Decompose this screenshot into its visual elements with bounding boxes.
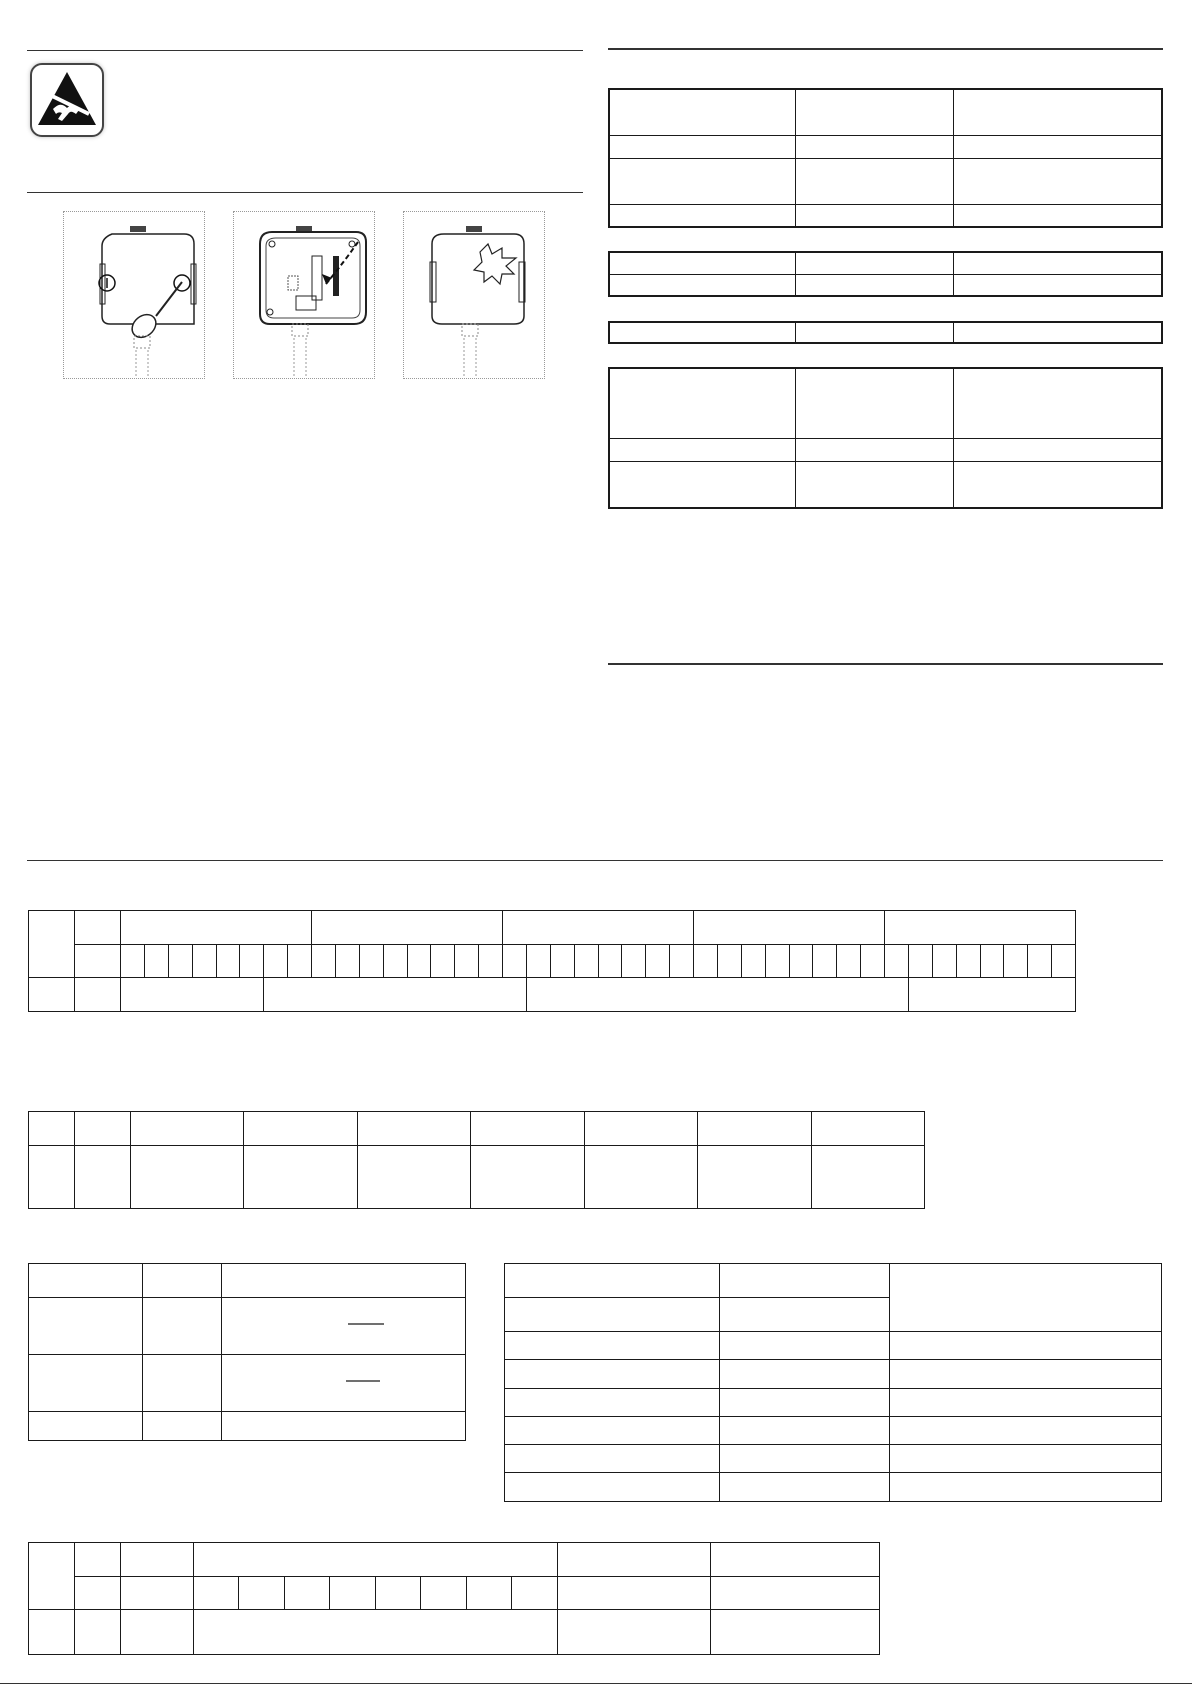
spec-table bbox=[608, 88, 1163, 228]
table-cell bbox=[335, 945, 359, 978]
table-cell bbox=[720, 1332, 890, 1360]
snap-close-icon bbox=[403, 211, 545, 379]
table-cell bbox=[168, 945, 192, 978]
table-cell bbox=[694, 911, 885, 945]
table-cell bbox=[609, 158, 795, 204]
table-cell bbox=[584, 1112, 697, 1146]
table-cell bbox=[121, 978, 264, 1012]
table-cell bbox=[609, 89, 795, 135]
table-cell bbox=[953, 322, 1162, 343]
table-cell bbox=[29, 1412, 143, 1441]
table-cell bbox=[711, 1610, 880, 1655]
table-cell bbox=[222, 1355, 466, 1412]
table-cell bbox=[467, 1577, 512, 1610]
table-cell bbox=[194, 1610, 558, 1655]
table-cell bbox=[741, 945, 765, 978]
table-cell bbox=[720, 1298, 890, 1332]
table-cell bbox=[953, 461, 1162, 508]
fraction-bar bbox=[222, 1355, 465, 1406]
table-cell bbox=[144, 945, 168, 978]
table-cell bbox=[357, 1112, 470, 1146]
table-cell bbox=[75, 911, 121, 945]
table-cell bbox=[121, 1577, 194, 1610]
table-cell bbox=[503, 911, 694, 945]
table-cell bbox=[622, 945, 646, 978]
table-cell bbox=[717, 945, 741, 978]
table-cell bbox=[890, 1472, 1162, 1501]
table-cell bbox=[885, 911, 1076, 945]
table-cell bbox=[376, 1577, 421, 1610]
bitmap-register-table bbox=[28, 1542, 880, 1655]
table-cell bbox=[890, 1444, 1162, 1472]
table-cell bbox=[953, 368, 1162, 438]
table-cell bbox=[244, 1112, 357, 1146]
table-cell bbox=[765, 945, 789, 978]
table-cell bbox=[505, 1444, 720, 1472]
table-cell bbox=[244, 1146, 357, 1209]
esd-warning-icon bbox=[30, 63, 104, 137]
table-cell bbox=[720, 1444, 890, 1472]
table-cell bbox=[890, 1388, 1162, 1416]
table-cell bbox=[550, 945, 574, 978]
table-cell bbox=[471, 1112, 584, 1146]
table-cell bbox=[698, 1146, 811, 1209]
table-cell bbox=[953, 135, 1162, 158]
table-cell bbox=[908, 978, 1075, 1012]
table-cell bbox=[312, 945, 336, 978]
table-cell bbox=[795, 252, 953, 274]
table-cell bbox=[694, 945, 718, 978]
table-cell bbox=[720, 1264, 890, 1298]
table-cell bbox=[75, 1112, 131, 1146]
table-cell bbox=[288, 945, 312, 978]
value-table bbox=[28, 1263, 466, 1441]
section-rule bbox=[27, 50, 583, 51]
table-cell bbox=[240, 945, 264, 978]
table-cell bbox=[670, 945, 694, 978]
table-cell bbox=[811, 1112, 924, 1146]
table-cell bbox=[1028, 945, 1052, 978]
table-cell bbox=[795, 135, 953, 158]
table-cell bbox=[29, 1298, 143, 1355]
table-cell bbox=[121, 1610, 194, 1655]
table-cell bbox=[953, 438, 1162, 461]
table-cell bbox=[795, 461, 953, 508]
table-cell bbox=[239, 1577, 285, 1610]
table-cell bbox=[646, 945, 670, 978]
table-cell bbox=[598, 945, 622, 978]
table-cell bbox=[29, 911, 75, 978]
table-cell bbox=[222, 1412, 466, 1441]
table-cell bbox=[75, 1146, 131, 1209]
table-cell bbox=[720, 1472, 890, 1501]
table-cell bbox=[1052, 945, 1076, 978]
table-cell bbox=[75, 978, 121, 1012]
table-cell bbox=[512, 1577, 558, 1610]
table-cell bbox=[698, 1112, 811, 1146]
table-cell bbox=[574, 945, 598, 978]
table-cell bbox=[558, 1543, 711, 1577]
table-cell bbox=[795, 322, 953, 343]
table-cell bbox=[505, 1298, 720, 1332]
table-cell bbox=[503, 945, 527, 978]
table-cell bbox=[75, 945, 121, 978]
section-rule bbox=[608, 48, 1163, 50]
data-row-table bbox=[28, 1111, 925, 1209]
table-cell bbox=[285, 1577, 330, 1610]
table-cell bbox=[471, 1146, 584, 1209]
section-rule bbox=[27, 860, 1163, 861]
table-cell bbox=[505, 1388, 720, 1416]
table-cell bbox=[505, 1472, 720, 1501]
table-cell bbox=[956, 945, 980, 978]
table-cell bbox=[121, 1543, 194, 1577]
fraction-bar bbox=[222, 1298, 465, 1349]
table-cell bbox=[143, 1412, 222, 1441]
table-cell bbox=[861, 945, 885, 978]
table-cell bbox=[526, 945, 550, 978]
table-cell bbox=[143, 1355, 222, 1412]
table-cell bbox=[357, 1146, 470, 1209]
table-cell bbox=[1004, 945, 1028, 978]
table-cell bbox=[953, 274, 1162, 296]
table-cell bbox=[609, 204, 795, 227]
table-cell bbox=[890, 1360, 1162, 1388]
table-cell bbox=[711, 1543, 880, 1577]
table-cell bbox=[837, 945, 861, 978]
table-cell bbox=[29, 1264, 143, 1298]
table-cell bbox=[421, 1577, 467, 1610]
table-cell bbox=[312, 911, 503, 945]
table-cell bbox=[795, 89, 953, 135]
bitmap-register-table bbox=[28, 910, 1076, 1012]
table-cell bbox=[953, 89, 1162, 135]
table-cell bbox=[131, 1146, 244, 1209]
table-cell bbox=[121, 945, 145, 978]
table-cell bbox=[558, 1610, 711, 1655]
table-cell bbox=[431, 945, 455, 978]
table-cell bbox=[609, 461, 795, 508]
table-cell bbox=[711, 1577, 880, 1610]
table-cell bbox=[795, 368, 953, 438]
table-cell bbox=[264, 978, 527, 1012]
table-cell bbox=[609, 368, 795, 438]
table-cell bbox=[29, 1146, 75, 1209]
table-cell bbox=[75, 1610, 121, 1655]
spec-table bbox=[608, 367, 1163, 509]
table-cell bbox=[720, 1388, 890, 1416]
table-cell bbox=[264, 945, 288, 978]
table-cell bbox=[143, 1298, 222, 1355]
table-cell bbox=[609, 438, 795, 461]
table-cell bbox=[953, 252, 1162, 274]
table-cell bbox=[29, 1543, 75, 1610]
table-cell bbox=[330, 1577, 376, 1610]
table-cell bbox=[29, 1112, 75, 1146]
table-cell bbox=[194, 1543, 558, 1577]
table-cell bbox=[795, 204, 953, 227]
table-cell bbox=[609, 322, 795, 343]
table-cell bbox=[890, 1332, 1162, 1360]
table-cell bbox=[953, 158, 1162, 204]
table-cell bbox=[455, 945, 479, 978]
spec-table bbox=[608, 251, 1163, 297]
table-cell bbox=[383, 945, 407, 978]
table-cell bbox=[795, 274, 953, 296]
table-cell bbox=[811, 1146, 924, 1209]
table-cell bbox=[29, 1610, 75, 1655]
table-cell bbox=[720, 1416, 890, 1444]
table-cell bbox=[505, 1264, 720, 1298]
table-cell bbox=[932, 945, 956, 978]
table-cell bbox=[192, 945, 216, 978]
table-cell bbox=[75, 1577, 121, 1610]
table-cell bbox=[795, 438, 953, 461]
table-cell bbox=[526, 978, 908, 1012]
value-table bbox=[504, 1263, 1162, 1502]
table-cell bbox=[29, 1355, 143, 1412]
table-cell bbox=[505, 1332, 720, 1360]
table-cell bbox=[890, 1264, 1162, 1332]
table-cell bbox=[609, 274, 795, 296]
table-cell bbox=[75, 1543, 121, 1577]
section-rule bbox=[608, 663, 1163, 665]
table-cell bbox=[29, 978, 75, 1012]
table-cell bbox=[216, 945, 240, 978]
open-cover-screwdriver-icon bbox=[63, 211, 205, 379]
table-cell bbox=[131, 1112, 244, 1146]
table-cell bbox=[609, 252, 795, 274]
table-cell bbox=[359, 945, 383, 978]
table-cell bbox=[558, 1577, 711, 1610]
table-cell bbox=[795, 158, 953, 204]
table-cell bbox=[908, 945, 932, 978]
table-cell bbox=[505, 1416, 720, 1444]
table-cell bbox=[222, 1264, 466, 1298]
spec-table bbox=[608, 321, 1163, 344]
table-cell bbox=[890, 1416, 1162, 1444]
table-cell bbox=[143, 1264, 222, 1298]
table-cell bbox=[407, 945, 431, 978]
section-rule bbox=[27, 192, 583, 193]
section-rule bbox=[0, 1683, 1192, 1684]
table-cell bbox=[505, 1360, 720, 1388]
table-cell bbox=[121, 911, 312, 945]
table-cell bbox=[479, 945, 503, 978]
table-cell bbox=[813, 945, 837, 978]
table-cell bbox=[953, 204, 1162, 227]
insert-card-arrow-icon bbox=[233, 211, 375, 379]
table-cell bbox=[609, 135, 795, 158]
table-cell bbox=[222, 1298, 466, 1355]
table-cell bbox=[720, 1360, 890, 1388]
table-cell bbox=[789, 945, 813, 978]
table-cell bbox=[980, 945, 1004, 978]
table-cell bbox=[885, 945, 909, 978]
table-cell bbox=[584, 1146, 697, 1209]
table-cell bbox=[194, 1577, 239, 1610]
